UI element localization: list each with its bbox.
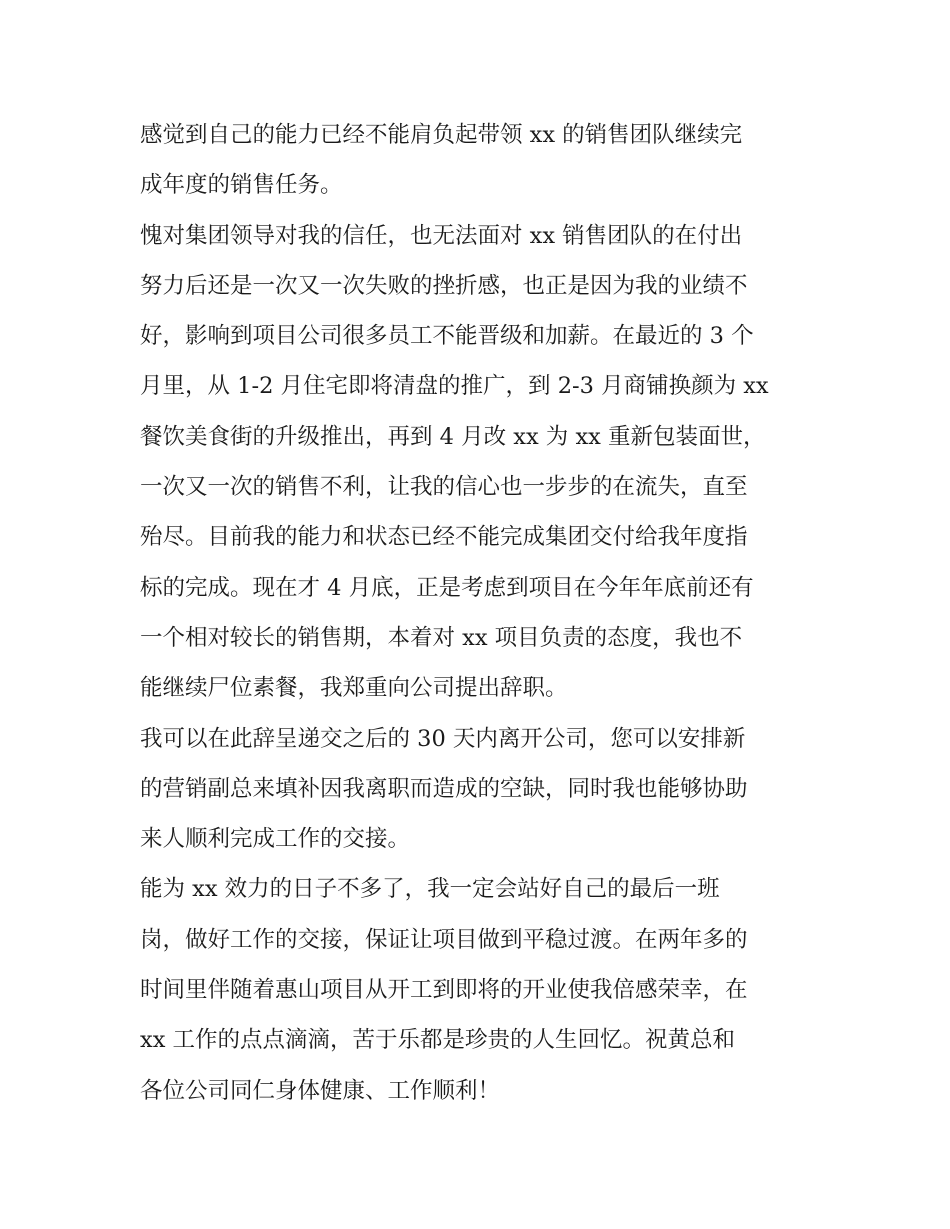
text-line: 一个相对较长的销售期，本着对 xx 项目负责的态度，我也不 bbox=[140, 624, 743, 651]
text-line: 一次又一次的销售不利，让我的信心也一步步的在流失，直至 bbox=[140, 474, 748, 501]
text-line: 感觉到自己的能力已经不能肩负起带领 xx 的销售团队继续完 bbox=[140, 122, 743, 148]
text-line: 好，影响到项目公司很多员工不能晋级和加薪。在最近的 3 个 bbox=[140, 323, 754, 350]
text-line: 岗，做好工作的交接，保证让项目做到平稳过渡。在两年多的 bbox=[140, 926, 748, 953]
text-line: 成年度的销售任务。 bbox=[140, 172, 343, 199]
letter-body bbox=[140, 110, 820, 1116]
text-line: 月里，从 1-2 月住宅即将清盘的推广，到 2-3 月商铺换颜为 xx bbox=[140, 373, 769, 400]
text-line: 能继续尸位素餐，我郑重向公司提出辞职。 bbox=[140, 675, 568, 702]
text-line: 时间里伴随着惠山项目从开工到即将的开业使我倍感荣幸，在 bbox=[140, 977, 748, 1004]
text-line: 的营销副总来填补因我离职而造成的空缺，同时我也能够协助 bbox=[140, 775, 748, 802]
text-line: 努力后还是一次又一次失败的挫折感，也正是因为我的业绩不 bbox=[140, 272, 748, 299]
text-line: 我可以在此辞呈递交之后的 30 天内离开公司，您可以安排新 bbox=[140, 725, 746, 752]
text-line: 来人顺利完成工作的交接。 bbox=[140, 826, 411, 853]
text-line: 殆尽。目前我的能力和状态已经不能完成集团交付给我年度指 bbox=[140, 524, 748, 551]
text-line: 标的完成。现在才 4 月底，正是考虑到项目在今年年底前还有 bbox=[140, 574, 754, 601]
text-line: 餐饮美食街的升级推出，再到 4 月改 xx 为 xx 重新包装面世， bbox=[140, 423, 766, 450]
text-line: xx 工作的点点滴滴，苦于乐都是珍贵的人生回忆。祝黄总和 bbox=[140, 1027, 736, 1054]
text-line: 各位公司同仁身体健康、工作顺利！ bbox=[140, 1077, 501, 1104]
text-line: 能为 xx 效力的日子不多了，我一定会站好自己的最后一班 bbox=[140, 876, 720, 903]
text-line: 愧对集团领导对我的信任，也无法面对 xx 销售团队的在付出 bbox=[140, 222, 743, 249]
